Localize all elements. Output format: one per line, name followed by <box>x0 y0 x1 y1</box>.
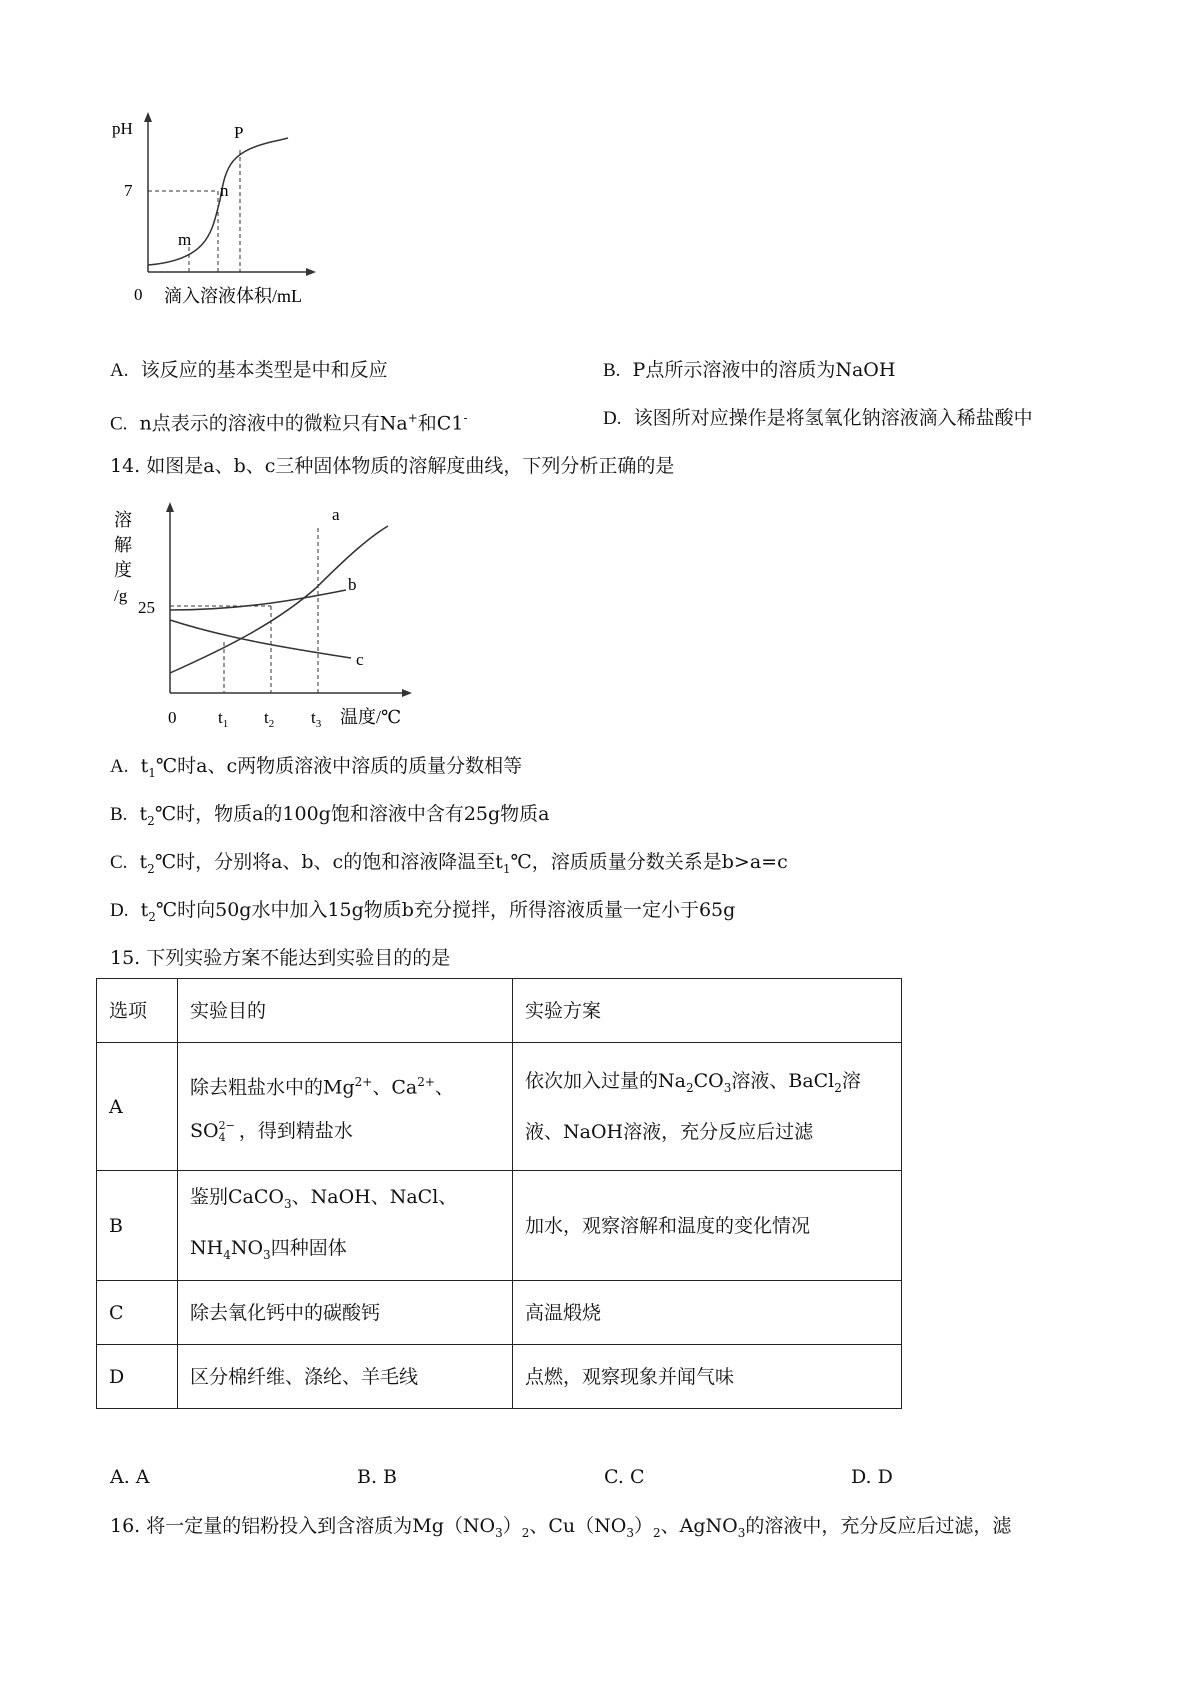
row-b-option: B <box>97 1171 178 1281</box>
row-d-purpose: 区分棉纤维、涤纶、羊毛线 <box>178 1345 513 1409</box>
volume-axis-label: 滴入溶液体积/mL <box>164 286 302 306</box>
t2-tick: $t_2$ <box>264 708 275 730</box>
q16-stem: 16. 将一定量的铝粉投入到含溶质为$Mg(NO_3)_2$、$Cu(NO_3)_2$、AgNO$_3$的溶液中，充分反应后过滤，滤 <box>110 1515 1012 1540</box>
row-c-option: C <box>97 1281 178 1345</box>
y-label-char-2: 解 <box>114 535 132 555</box>
temperature-axis-label: 温度/℃ <box>340 707 402 727</box>
row-a-option: A <box>97 1043 178 1171</box>
row-b-purpose: 鉴别CaCO$_3$、NaOH、NaCl、 $NH_4NO_3$四种固体 <box>178 1171 513 1281</box>
row-b-plan: 加水，观察溶解和温度的变化情况 <box>513 1171 902 1281</box>
q13-option-c: C. n点表示的溶液中的微粒只有Na+和C1- <box>110 411 468 435</box>
header-plan: 实验方案 <box>513 979 902 1043</box>
y-25-tick: 25 <box>138 598 155 617</box>
q15-answer-b: B. B <box>357 1466 398 1488</box>
ph-titration-chart <box>100 110 360 320</box>
q14-option-c: C. $t_2℃$时，分别将a、b、c的饱和溶液降温至$t_1℃$，溶质质量分数关系是b>a=c <box>110 851 788 876</box>
point-p-label: P <box>234 123 244 142</box>
q14-option-d: D. $t_2℃$时向50g水中加入15g物质b充分搅拌，所得溶液质量一定小于65g <box>110 899 736 924</box>
header-purpose: 实验目的 <box>178 979 513 1043</box>
ph-axis-label: pH <box>112 119 133 138</box>
experiment-table <box>96 978 902 1409</box>
table-row <box>97 1171 902 1281</box>
q15-answer-a: A. A <box>110 1466 150 1488</box>
row-c-purpose: 除去氧化钙中的碳酸钙 <box>178 1281 513 1345</box>
q13-option-a: A. 该反应的基本类型是中和反应 <box>110 359 388 381</box>
q15-answer-c: C. C <box>604 1466 645 1488</box>
table-row <box>97 1043 902 1171</box>
q13-option-b: B. P点所示溶液中的溶质为NaOH <box>603 359 896 381</box>
q14-stem: 14. 如图是a、b、c三种固体物质的溶解度曲线，下列分析正确的是 <box>110 455 675 477</box>
point-m-label: m <box>178 230 192 249</box>
table-row <box>97 1281 902 1345</box>
series-c-label: c <box>356 650 364 669</box>
t1-tick: $t_1$ <box>218 708 229 730</box>
origin-label: 0 <box>168 708 177 727</box>
table-row <box>97 1345 902 1409</box>
y-label-char-1: 溶 <box>114 510 132 530</box>
row-c-plan: 高温煅烧 <box>513 1281 902 1345</box>
y-label-char-3: 度 <box>114 560 132 580</box>
header-option: 选项 <box>97 979 178 1043</box>
origin-label: 0 <box>134 285 143 304</box>
solubility-chart <box>106 498 426 733</box>
point-n-label: n <box>220 181 229 200</box>
table-header-row <box>97 979 902 1043</box>
y-label-unit: /g <box>114 586 128 605</box>
row-d-plan: 点燃，观察现象并闻气味 <box>513 1345 902 1409</box>
row-d-option: D <box>97 1345 178 1409</box>
q15-answer-d: D. D <box>851 1466 893 1488</box>
q14-option-a: A. $t_1℃$时a、c两物质溶液中溶质的质量分数相等 <box>110 755 523 780</box>
q15-stem: 15. 下列实验方案不能达到实验目的的是 <box>110 947 451 969</box>
q13-option-d: D. 该图所对应操作是将氢氧化钠溶液滴入稀盐酸中 <box>603 407 1033 429</box>
row-a-purpose: 除去粗盐水中的$Mg^{2+}$、$Ca^{2+}$、 SO 2− 4 ，得到精盐水 <box>178 1043 513 1171</box>
series-a-label: a <box>332 505 340 524</box>
q14-option-b: B. $t_2℃$时，物质a的100g饱和溶液中含有25g物质a <box>110 803 550 828</box>
ph-7-tick: 7 <box>124 181 133 200</box>
t3-tick: $t_3$ <box>311 708 322 730</box>
row-a-plan: 依次加入过量的$Na_2CO_3$溶液、BaCl$_2$溶 液、NaOH溶液，充分反应后过滤 <box>513 1043 902 1171</box>
series-b-label: b <box>348 575 357 594</box>
